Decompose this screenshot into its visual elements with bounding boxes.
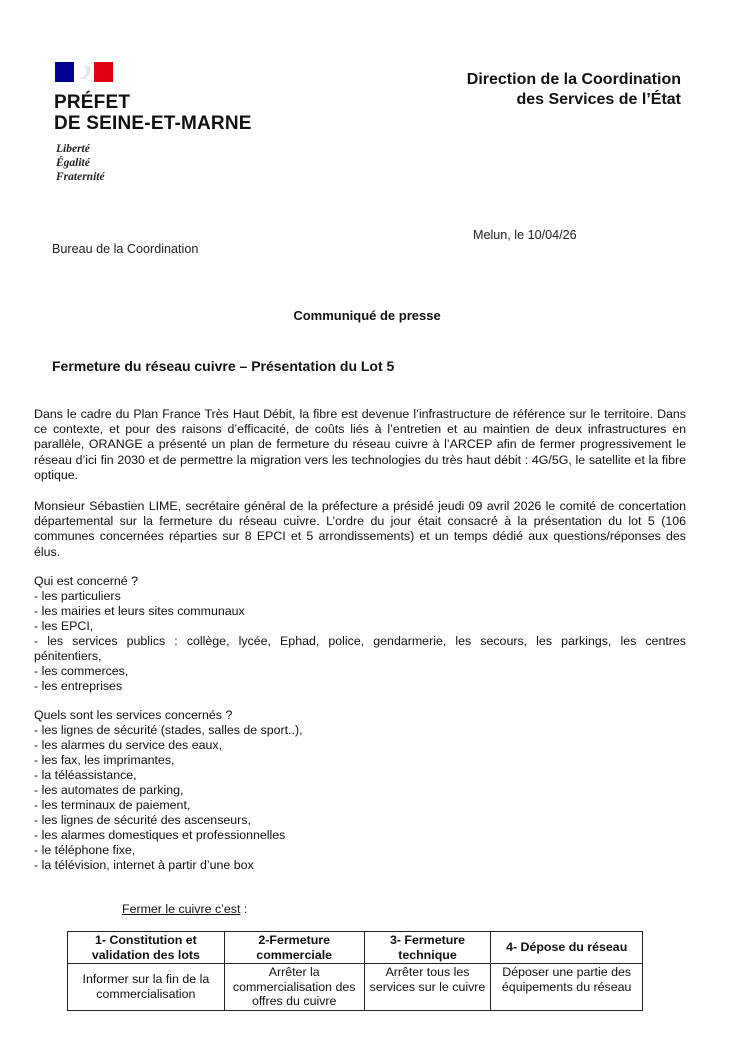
- paragraph-intro: [34, 407, 686, 483]
- list-item: - la télévision, internet à partir d’une box: [34, 858, 254, 872]
- table-header-cell: 3- Fermeture technique: [364, 932, 491, 964]
- list-item: - les lignes de sécurité des ascenseurs,: [34, 813, 251, 827]
- services-section: [34, 708, 686, 873]
- list-item: - les alarmes du service des eaux,: [34, 738, 223, 752]
- who-title: Qui est concerné ?: [34, 574, 139, 588]
- place-date: Melun, le 10/04/26: [473, 228, 577, 242]
- direction-line2: des Services de l’État: [516, 91, 681, 108]
- list-item: - les fax, les imprimantes,: [34, 753, 175, 767]
- who-section: [34, 574, 686, 694]
- list-item: - le téléphone fixe,: [34, 843, 136, 857]
- table-header-row: [68, 932, 643, 964]
- document-subject: Fermeture du réseau cuivre – Présentation du Lot 5: [52, 358, 395, 374]
- list-item: - les lignes de sécurité (stades, salles de sport..),: [34, 723, 303, 737]
- table-header-cell: 2-Fermeture commerciale: [224, 932, 364, 964]
- list-item: - les EPCI,: [34, 619, 94, 633]
- document-type-title: Communiqué de presse: [293, 308, 441, 323]
- list-item: - les mairies et leurs sites communaux: [34, 604, 245, 618]
- devise-liberte: Liberté: [56, 143, 90, 155]
- table-cell: Déposer une partie des équipements du réseau: [491, 964, 643, 1011]
- direction-line1: Direction de la Coordination: [466, 71, 681, 88]
- paragraph-meeting: [34, 499, 686, 560]
- paragraph-2-text: Monsieur Sébastien LIME, secrétaire général de la préfecture a présidé jeudi 09 avril 2026 le comité de concertation départemental sur la fermeture du réseau cuivre. L’ordre du jour était consacré à la présentation du lot 5 (106 communes concernées réparties sur 8 EPCI et 5 arrondissements) et un temps dédié aux questions/réponses des élus.: [34, 499, 686, 559]
- list-item: - les services publics : collège, lycée, Ephad, police, gendarmerie, les secours, les parkings, les centres: [34, 634, 686, 648]
- list-item: - la téléassistance,: [34, 768, 137, 782]
- marianne-flag-logo: [55, 62, 113, 82]
- table-row: [68, 964, 643, 1011]
- list-item: - les automates de parking,: [34, 783, 184, 797]
- fermer-cuivre-colon: :: [240, 902, 248, 916]
- table-header-cell: 1- Constitution et validation des lots: [68, 932, 225, 964]
- prefet-title-line1: PRÉFET: [54, 92, 131, 113]
- devise-egalite: Égalité: [56, 157, 90, 169]
- list-item: - les entreprises: [34, 679, 123, 693]
- closure-steps-table: [67, 931, 643, 1011]
- table-cell: Informer sur la fin de la commercialisation: [68, 964, 225, 1011]
- list-item: - les terminaux de paiement,: [34, 798, 191, 812]
- bureau-label: Bureau de la Coordination: [52, 242, 199, 256]
- services-title: Quels sont les services concernés ?: [34, 708, 233, 722]
- list-item: pénitentiers,: [34, 649, 102, 663]
- table-cell: Arrêter tous les services sur le cuivre: [364, 964, 491, 1011]
- list-item: - les particuliers: [34, 589, 121, 603]
- prefet-title-line2: DE SEINE-ET-MARNE: [54, 113, 252, 134]
- paragraph-1-text: Dans le cadre du Plan France Très Haut Débit, la fibre est devenue l’infrastructure de référence sur le territoire. Dans ce contexte, et pour des raisons d’efficacité, de coûts liés à l’entretien et au maintien de deux infrastructures en parallèle, ORANGE a présenté un plan de fermeture du réseau cuivre à l’ARCEP afin de fermer progressivement le réseau d’ici fin 2030 et de permettre la migration vers les technologies du très haut débit : 4G/5G, le satellite et la fibre optique.: [34, 407, 686, 482]
- list-item: - les alarmes domestiques et professionnelles: [34, 828, 286, 842]
- table-header-cell: 4- Dépose du réseau: [491, 932, 643, 964]
- fermer-cuivre-label: [122, 902, 247, 916]
- fermer-cuivre-underlined: Fermer le cuivre c’est: [122, 902, 241, 916]
- devise-fraternite: Fraternité: [56, 171, 105, 183]
- flag-blue-band: [55, 62, 74, 82]
- flag-red-band: [94, 62, 113, 82]
- table-cell: Arrêter la commercialisation des offres du cuivre: [224, 964, 364, 1011]
- list-item: - les commerces,: [34, 664, 129, 678]
